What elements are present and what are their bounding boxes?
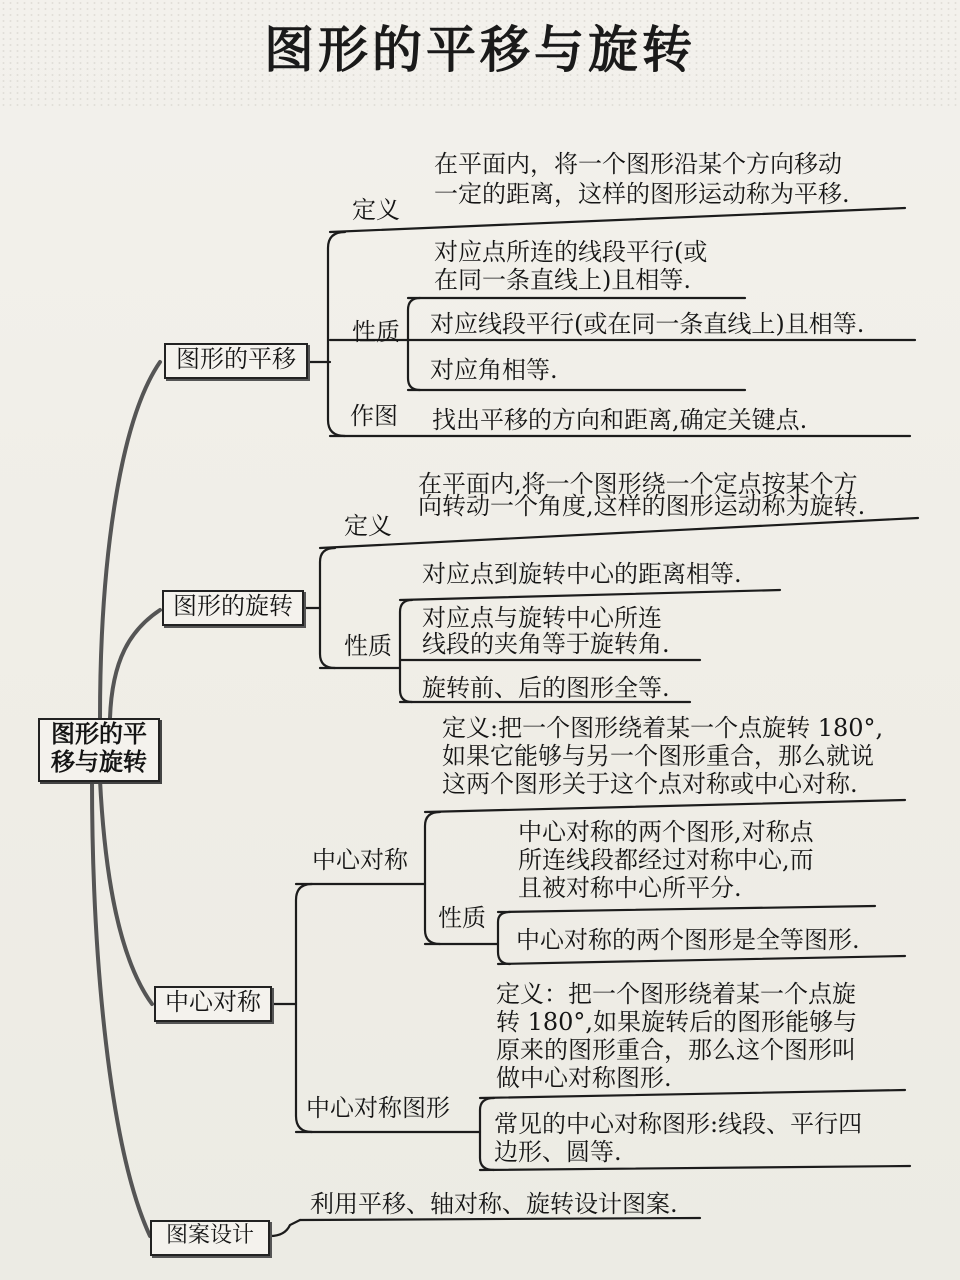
translation-definition-label: 定义	[352, 196, 400, 224]
translation-property2: 对应线段平行(或在同一条直线上)且相等.	[430, 310, 865, 338]
page-title: 图形的平移与旋转	[264, 20, 696, 79]
translation-drawing: 找出平移的方向和距离,确定关键点.	[432, 406, 808, 434]
translation-property1-line2: 在同一条直线上)且相等.	[434, 266, 691, 294]
rotation-node: 图形的旋转	[162, 590, 304, 626]
central-symmetry-sub2-common-line2: 边形、圆等.	[494, 1138, 622, 1166]
translation-definition-line1: 在平面内，将一个图形沿某个方向移动	[434, 150, 842, 178]
central-symmetry-sub1-property1-line3: 且被对称中心所平分.	[518, 874, 742, 902]
central-symmetry-sub2-definition-line4: 做中心对称图形.	[496, 1064, 672, 1092]
rotation-definition-line1: 在平面内,将一个图形绕一个定点按某个方	[418, 470, 858, 498]
central-symmetry-sub1-definition-line3: 这两个图形关于这个点对称或中心对称.	[442, 770, 858, 798]
pattern-design-text: 利用平移、轴对称、旋转设计图案.	[310, 1190, 678, 1218]
central-symmetry-sub1-property1-line2: 所连线段都经过对称中心,而	[518, 846, 814, 874]
translation-property-label: 性质	[352, 318, 400, 346]
rotation-property1: 对应点到旋转中心的距离相等.	[422, 560, 742, 588]
central-symmetry-sub1-property-label: 性质	[438, 904, 486, 932]
translation-property1-line1: 对应点所连的线段平行(或	[434, 238, 708, 266]
central-symmetry-sub2-label: 中心对称图形	[306, 1094, 450, 1122]
central-symmetry-sub1-label: 中心对称	[312, 846, 408, 874]
central-symmetry-sub1-definition-line1: 定义:把一个图形绕着某一个点旋转 180°,	[442, 714, 884, 742]
translation-definition-line2: 一定的距离，这样的图形运动称为平移.	[434, 180, 850, 208]
central-symmetry-node: 中心对称	[154, 986, 272, 1022]
central-symmetry-sub1-definition-line2: 如果它能够与另一个图形重合，那么就说	[442, 742, 874, 770]
rotation-definition-line2: 向转动一个角度,这样的图形运动称为旋转.	[418, 492, 866, 520]
root-line-1: 图形的平	[51, 719, 147, 748]
rotation-property-label: 性质	[344, 632, 392, 660]
pattern-design-node: 图案设计	[150, 1220, 270, 1256]
rotation-property2-line1: 对应点与旋转中心所连	[422, 604, 662, 632]
central-symmetry-sub2-definition-line2: 转 180°,如果旋转后的图形能够与	[496, 1008, 858, 1036]
translation-node: 图形的平移	[164, 343, 308, 379]
root-line-2: 移与旋转	[51, 747, 147, 776]
rotation-property3: 旋转前、后的图形全等.	[422, 674, 670, 702]
rotation-definition-label: 定义	[344, 512, 392, 540]
central-symmetry-sub2-common-line1: 常见的中心对称图形:线段、平行四	[494, 1110, 863, 1138]
translation-drawing-label: 作图	[350, 402, 398, 430]
rotation-property2-line2: 线段的夹角等于旋转角.	[422, 630, 670, 658]
translation-property3: 对应角相等.	[430, 356, 558, 384]
root-node	[38, 718, 160, 782]
central-symmetry-sub2-definition-line1: 定义：把一个图形绕着某一个点旋	[496, 980, 856, 1008]
central-symmetry-sub1-property1-line1: 中心对称的两个图形,对称点	[518, 818, 814, 846]
central-symmetry-sub1-property2: 中心对称的两个图形是全等图形.	[516, 926, 860, 954]
central-symmetry-sub2-definition-line3: 原来的图形重合，那么这个图形叫	[496, 1036, 856, 1064]
